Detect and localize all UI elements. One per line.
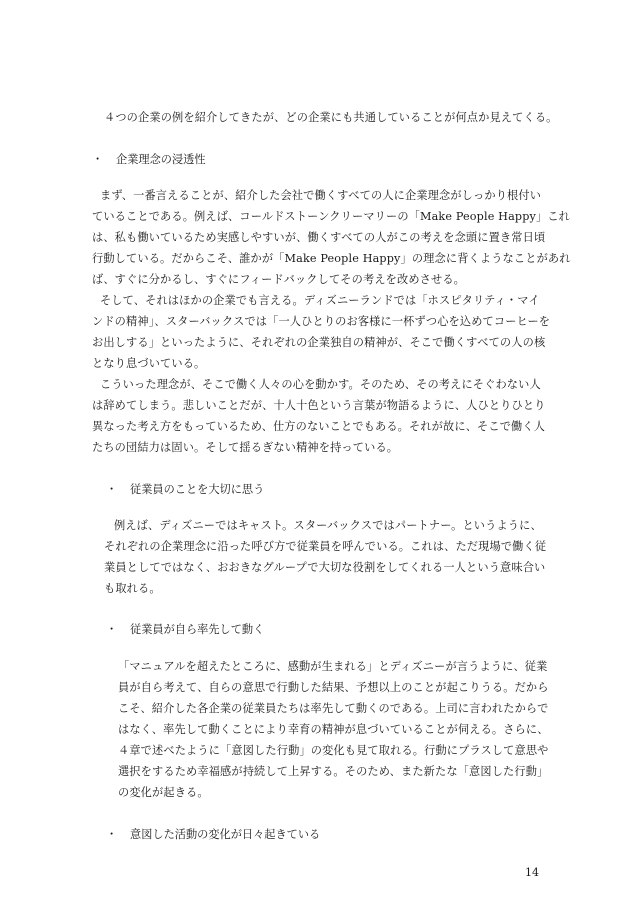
bullet-icon: ・	[106, 623, 118, 636]
section2-p-line: 業員としてではなく、おおきなグループで大切な役割をしてくれる一人という意味合い	[104, 561, 546, 574]
section1-p1-line: ていることである。例えば、コールドストーンクリーマリーの「Make People Happy」これ	[92, 210, 571, 223]
section1-p2-line: そして、それはほかの企業でも言える。ディズニーランドでは「ホスピタリティ・マイ	[100, 294, 540, 307]
section1-p1-line: は、私も働いているため実感しやすいが、働くすべての人がこの考えを念頭に置き常日頃	[92, 231, 546, 244]
section1-p1-line: 行動している。だからこそ、誰かが「Make People Happy」の理念に背くようなことがあれ	[92, 252, 571, 265]
section2-p-line: それぞれの企業理念に沿った呼び方で従業員を呼んでいる。これは、ただ現場で働く従	[104, 540, 547, 553]
section4-heading: 意図した活動の変化が日々起きている	[130, 828, 321, 841]
section1-p3-line: こういった理念が、そこで働く人々の心を動かす。そのため、その考えにそぐわない人	[100, 378, 541, 391]
section3-p-line: の変化が起きる。	[118, 786, 209, 799]
section2-p-line: も取れる。	[104, 582, 161, 595]
section1-p2-line: となり息づいている。	[92, 357, 206, 370]
section1-p3-line: 異なった考え方をもっているため、仕方のないことでもある。それが故に、そこで働く人	[92, 420, 546, 433]
section1-p2-line: お出しする」といったように、それぞれの企業独自の精神が、そこで働くすべての人の核	[92, 336, 546, 349]
section3-heading-row	[106, 623, 264, 637]
section1-p3-line: たちの団結力は固い。そして揺るぎない精神を持っている。	[92, 441, 399, 454]
bullet-icon: ・	[106, 828, 118, 841]
section3-p-line: こそ、紹介した各企業の従業員たちは率先して動くのである。上司に言われたからで	[118, 702, 549, 715]
section3-p-line: 員が自ら考えて、自らの意思で行動した結果、予想以上のことが起こりうる。だから	[118, 681, 549, 694]
section1-p2-line: ンドの精神」、スターバックスでは「一人ひとりのお客様に一杯ずつ心を込めてコーヒーを	[92, 315, 551, 328]
section3-p-line: ４章で述べたように「意図した行動」の変化も見て取れる。行動にプラスして意思や	[118, 744, 549, 757]
section3-p-line: はなく、率先して動くことにより幸育の精神が息づいていることが伺える。さらに、	[118, 723, 549, 736]
section3-p-line: 選択をするため幸福感が持続して上昇する。そのため、また新たな「意図した行動」	[118, 765, 549, 778]
section1-p1-line: まず、一番言えることが、紹介した会社で働くすべての人に企業理念がしっかり根付い	[100, 189, 542, 202]
section3-heading: 従業員が自ら率先して動く	[130, 623, 265, 636]
section3-p-line: 「マニュアルを超えたところに、感動が生まれる」とディズニーが言うように、従業	[118, 660, 548, 673]
section1-heading-row	[92, 153, 206, 167]
section1-p1-line: ば、すぐに分かるし、すぐにフィードバックしてその考えを改めさせる。	[92, 273, 466, 286]
bullet-icon: ・	[92, 153, 104, 166]
bullet-icon: ・	[106, 483, 118, 496]
section1-heading: 企業理念の浸透性	[116, 153, 206, 166]
section2-heading-row	[106, 483, 264, 497]
section4-heading-row	[106, 828, 320, 842]
page-number: 14	[525, 866, 539, 879]
section2-p-line: 例えば、ディズニーではキャスト。スターバックスではパートナー。というように、	[114, 519, 542, 532]
intro-text: ４つの企業の例を紹介してきたが、どの企業にも共通していることが何点か見えてくる。	[104, 111, 558, 124]
section1-p3-line: は辞めてしまう。悲しいことだが、十人十色という言葉が物語るように、人ひとりひとり	[92, 399, 546, 412]
section2-heading: 従業員のことを大切に思う	[130, 483, 265, 496]
